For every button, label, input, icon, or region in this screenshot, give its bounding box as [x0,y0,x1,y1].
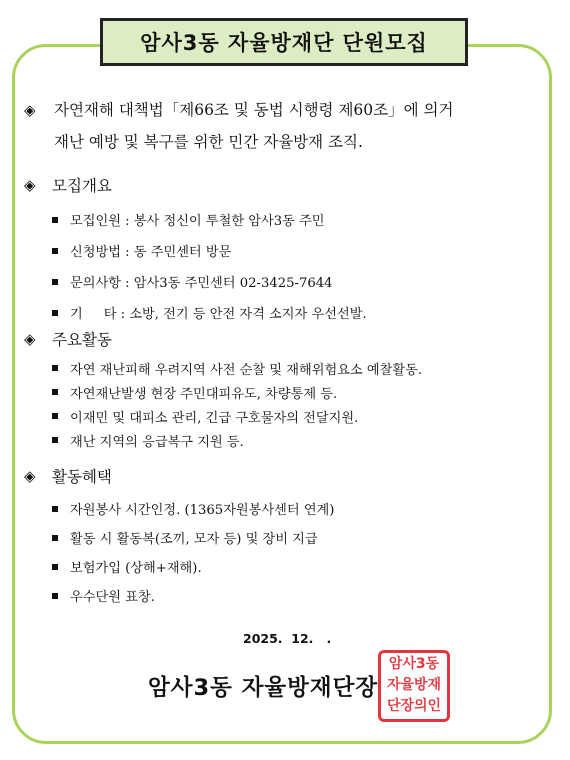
intro-paragraph [24,94,544,158]
square-bullet-icon [52,535,58,541]
square-bullet-icon [52,564,58,570]
issue-date: 2025. 12. . [243,631,332,646]
benefits-list [52,494,334,610]
list-item: 자원봉사 시간인정. (1365자원봉사센터 연계) [52,494,334,523]
diamond-bullet-icon: ◈ [24,330,36,348]
list-item: 자연재난발생 현장 주민대피유도, 차량통제 등. [52,380,422,404]
square-bullet-icon [52,310,58,316]
intro-line-2: 재난 예방 및 복구를 위한 민간 자율방재 조직. [54,133,363,151]
square-bullet-icon [52,506,58,512]
square-bullet-icon [52,248,58,254]
section-heading-benefits: ◈ 활동혜택 [24,467,112,486]
square-bullet-icon [52,413,58,419]
diamond-bullet-icon: ◈ [24,101,36,119]
list-item: 기 타 : 소방, 전기 등 안전 자격 소지자 우선선발. [52,297,367,328]
list-item: 문의사항 : 암사3동 주민센터 02-3425-7644 [52,266,367,297]
list-item: 자연 재난피해 우려지역 사전 순찰 및 재해위험요소 예찰활동. [52,356,422,380]
recruitment-list [52,204,367,328]
square-bullet-icon [52,593,58,599]
list-item: 활동 시 활동복(조끼, 모자 등) 및 장비 지급 [52,523,334,552]
list-item: 신청방법 : 동 주민센터 방문 [52,235,367,266]
intro-line-1: 자연재해 대책법「제66조 및 동법 시행령 제60조」에 의거 [54,101,454,119]
square-bullet-icon [52,217,58,223]
square-bullet-icon [52,365,58,371]
square-bullet-icon [52,437,58,443]
diamond-bullet-icon: ◈ [24,176,36,194]
organization-name: 암사3동 자율방재단장 [148,675,379,701]
list-item: 재난 지역의 응급복구 지원 등. [52,428,422,452]
square-bullet-icon [52,389,58,395]
list-item: 보험가입 (상해+재해). [52,552,334,581]
section-heading-recruitment: ◈ 모집개요 [24,176,112,195]
activities-list [52,356,422,452]
list-item: 이재민 및 대피소 관리, 긴급 구호물자의 전달지원. [52,404,422,428]
poster-title: 암사3동 자율방재단 단원모집 [100,18,468,66]
diamond-bullet-icon: ◈ [24,467,36,485]
list-item: 모집인원 : 봉사 정신이 투철한 암사3동 주민 [52,204,367,235]
official-seal-stamp: 암사3동 자율방재 단장의인 [378,650,450,722]
square-bullet-icon [52,279,58,285]
section-heading-activities: ◈ 주요활동 [24,330,112,349]
list-item: 우수단원 표창. [52,581,334,610]
